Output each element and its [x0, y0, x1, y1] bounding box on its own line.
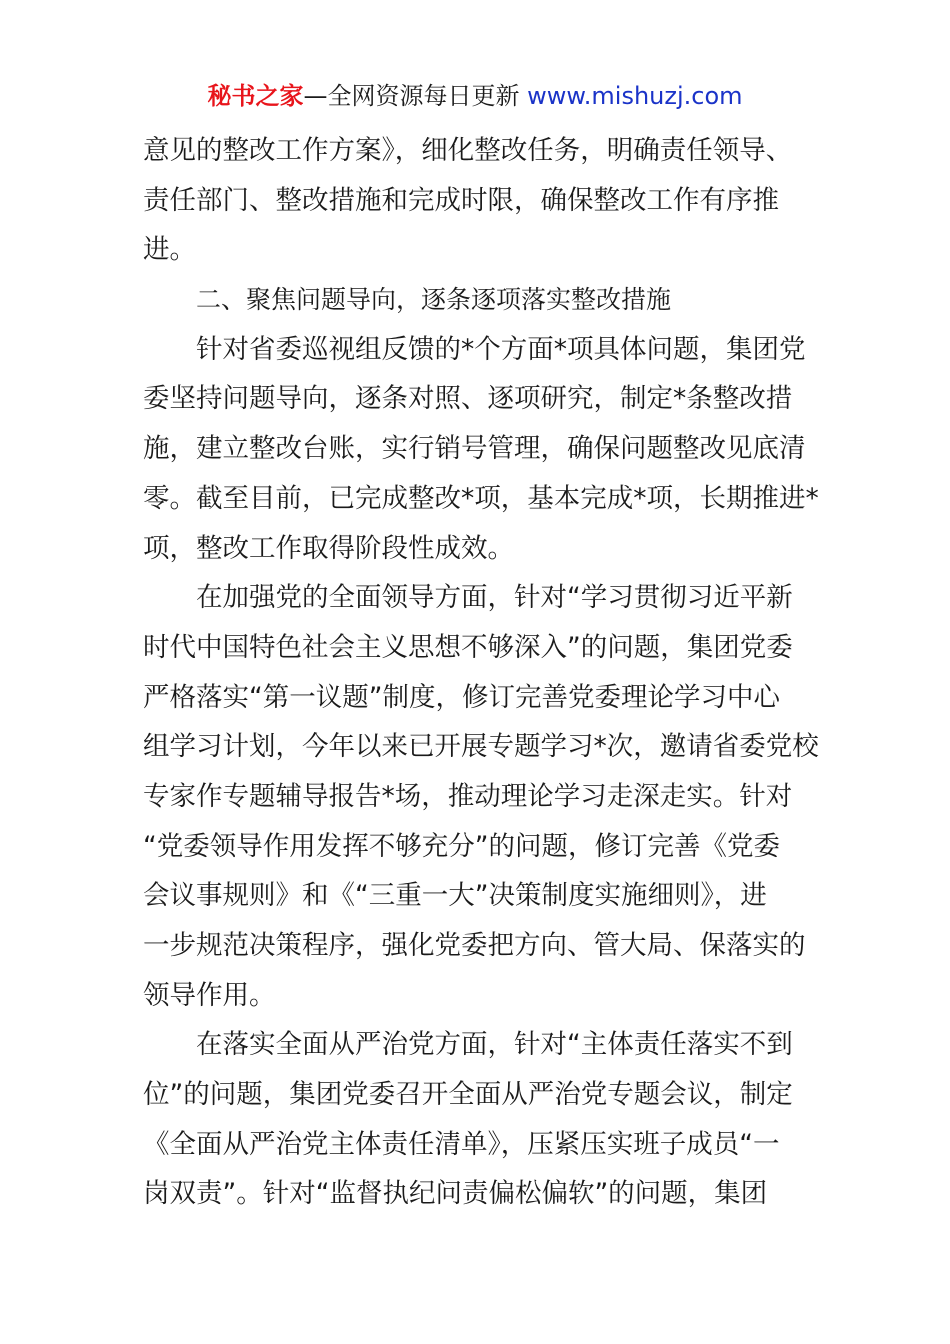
- text-line: 专家作专题辅导报告*场，推动理论学习走深走实。针对: [143, 780, 793, 812]
- document-body: [143, 126, 819, 1219]
- text-line: 会议事规则》和《“三重一大”决策制度实施细则》，进: [143, 880, 767, 912]
- text-line: 针对省委巡视组反馈的*个方面*项具体问题，集团党: [196, 333, 806, 365]
- text-line: 进。: [143, 234, 196, 266]
- text-line: 意见的整改工作方案》，细化整改任务，明确责任领导、: [143, 135, 793, 166]
- section-heading: 二、聚焦问题导向，逐条逐项落实整改措施: [196, 285, 672, 315]
- text-line: “党委领导作用发挥不够充分”的问题，修订完善《党委: [143, 830, 780, 862]
- text-line: 施，建立整改台账，实行销号管理，确保问题整改见底清: [143, 433, 806, 465]
- text-line: 在加强党的全面领导方面，针对“学习贯彻习近平新: [196, 582, 793, 614]
- text-line: 组学习计划，今年以来已开展专题学习*次，邀请省委党校: [143, 731, 819, 763]
- banner-brand: 秘书之家: [207, 82, 304, 110]
- text-line: 岗双责”。针对“监督执纪问责偏松偏软”的问题，集团: [143, 1178, 768, 1210]
- text-line: 位”的问题，集团党委召开全面从严治党专题会议，制定: [143, 1079, 793, 1111]
- banner-tagline: —全网资源每日更新: [303, 82, 528, 110]
- text-line: 领导作用。: [143, 979, 276, 1011]
- text-line: 委坚持问题导向，逐条对照、逐项研究，制定*条整改措: [143, 383, 793, 415]
- text-line: 严格落实“第一议题”制度，修订完善党委理论学习中心: [143, 681, 780, 713]
- text-line: 一步规范决策程序，强化党委把方向、管大局、保落实的: [143, 930, 806, 961]
- site-banner: [0, 80, 950, 112]
- text-line: 项，整改工作取得阶段性成效。: [143, 532, 514, 564]
- banner-url-link[interactable]: www.mishuzj.com: [527, 82, 743, 110]
- text-line: 时代中国特色社会主义思想不够深入”的问题，集团党委: [143, 631, 793, 663]
- text-line: 责任部门、整改措施和完成时限，确保整改工作有序推: [143, 184, 779, 216]
- text-line: 零。截至目前，已完成整改*项，基本完成*项，长期推进*: [143, 482, 819, 514]
- text-line: 在落实全面从严治党方面，针对“主体责任落实不到: [196, 1029, 793, 1061]
- text-line: 《全面从严治党主体责任清单》，压紧压实班子成员“一: [143, 1128, 780, 1160]
